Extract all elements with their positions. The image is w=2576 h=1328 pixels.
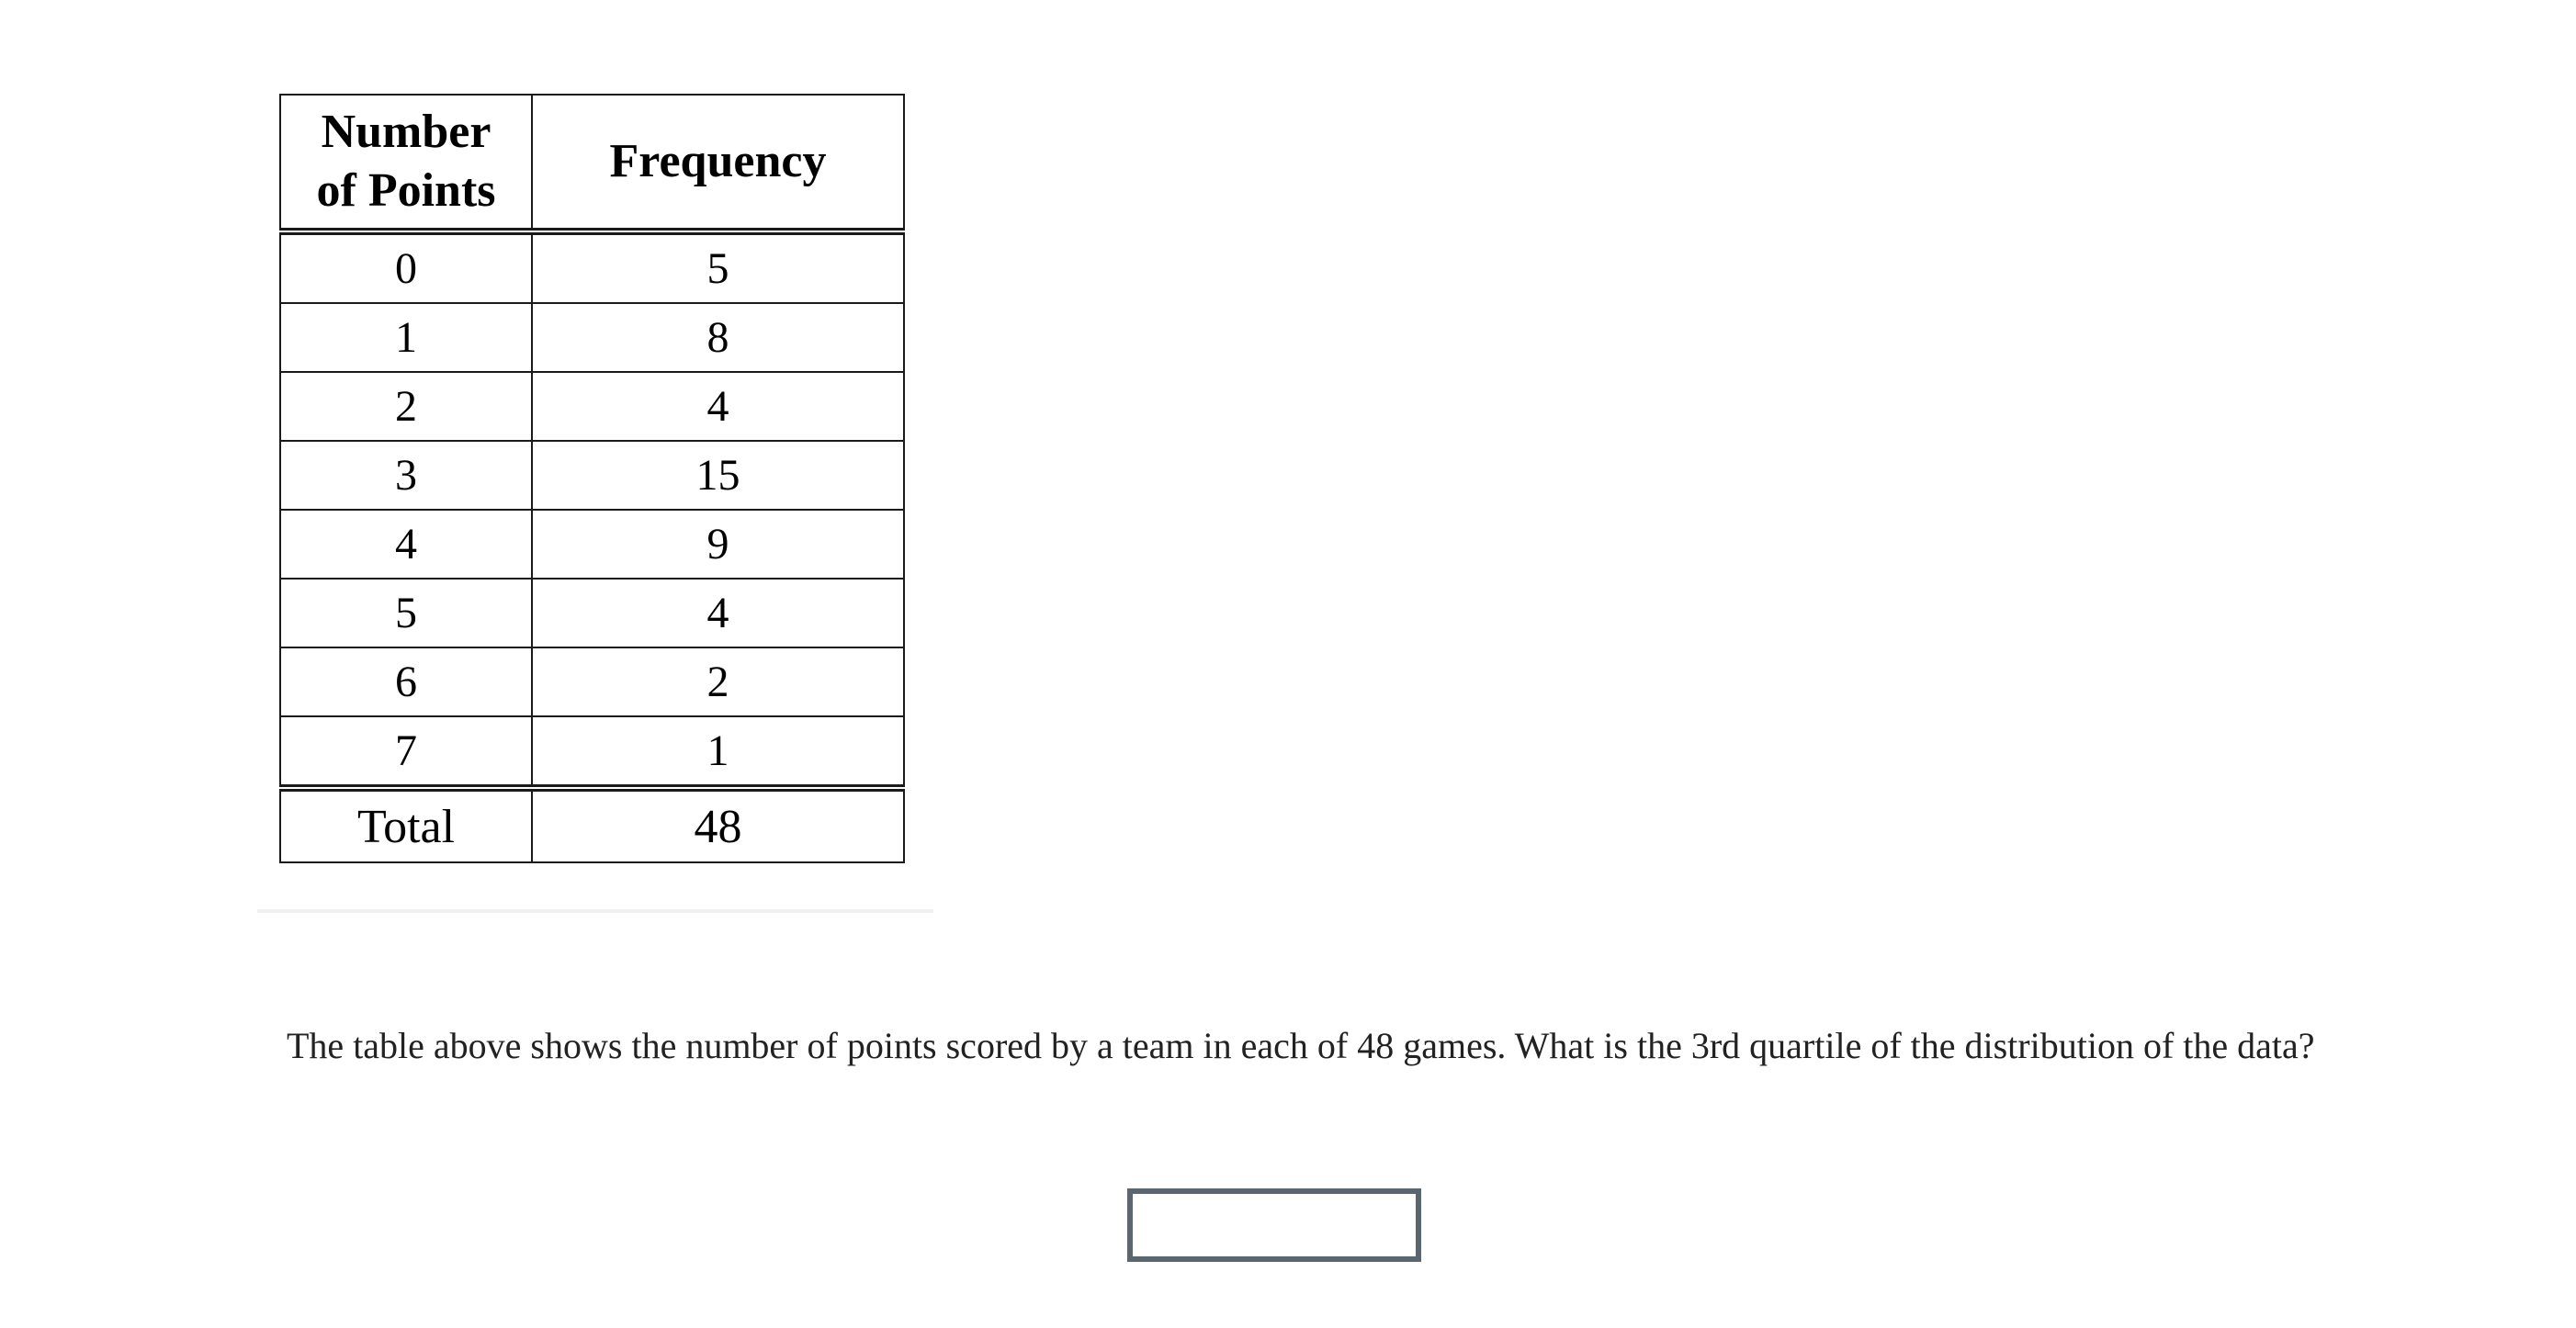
- frequency-cell: 4: [532, 579, 904, 647]
- table-row: [280, 303, 904, 372]
- total-row: [280, 788, 904, 862]
- points-column-header: [280, 95, 532, 231]
- points-cell: 4: [280, 510, 532, 579]
- points-header-line-1: Number: [321, 106, 491, 158]
- points-cell: 0: [280, 231, 532, 303]
- frequency-table: [279, 94, 905, 863]
- total-frequency: 48: [532, 788, 904, 862]
- table-row: [280, 231, 904, 303]
- table-row: [280, 716, 904, 788]
- table-header-row: [280, 95, 904, 231]
- points-cell: 1: [280, 303, 532, 372]
- answer-input[interactable]: [1127, 1188, 1421, 1262]
- frequency-cell: 5: [532, 231, 904, 303]
- frequency-cell: 4: [532, 372, 904, 441]
- frequency-cell: 15: [532, 441, 904, 510]
- frequency-cell: 8: [532, 303, 904, 372]
- table-row: [280, 579, 904, 647]
- frequency-cell: 2: [532, 647, 904, 716]
- frequency-column-header: Frequency: [532, 95, 904, 231]
- points-cell: 6: [280, 647, 532, 716]
- table-row: [280, 372, 904, 441]
- points-cell: 2: [280, 372, 532, 441]
- question-text: The table above shows the number of points scored by a team in each of 48 games. What is the 3rd quartile of the distribution of the data?: [287, 1025, 2315, 1066]
- points-cell: 3: [280, 441, 532, 510]
- table-figure: [257, 0, 933, 913]
- frequency-cell: 1: [532, 716, 904, 788]
- frequency-cell: 9: [532, 510, 904, 579]
- table-row: [280, 510, 904, 579]
- table-row: [280, 647, 904, 716]
- total-label: Total: [280, 788, 532, 862]
- points-cell: 7: [280, 716, 532, 788]
- points-cell: 5: [280, 579, 532, 647]
- table-row: [280, 441, 904, 510]
- points-header-line-2: of Points: [316, 164, 496, 217]
